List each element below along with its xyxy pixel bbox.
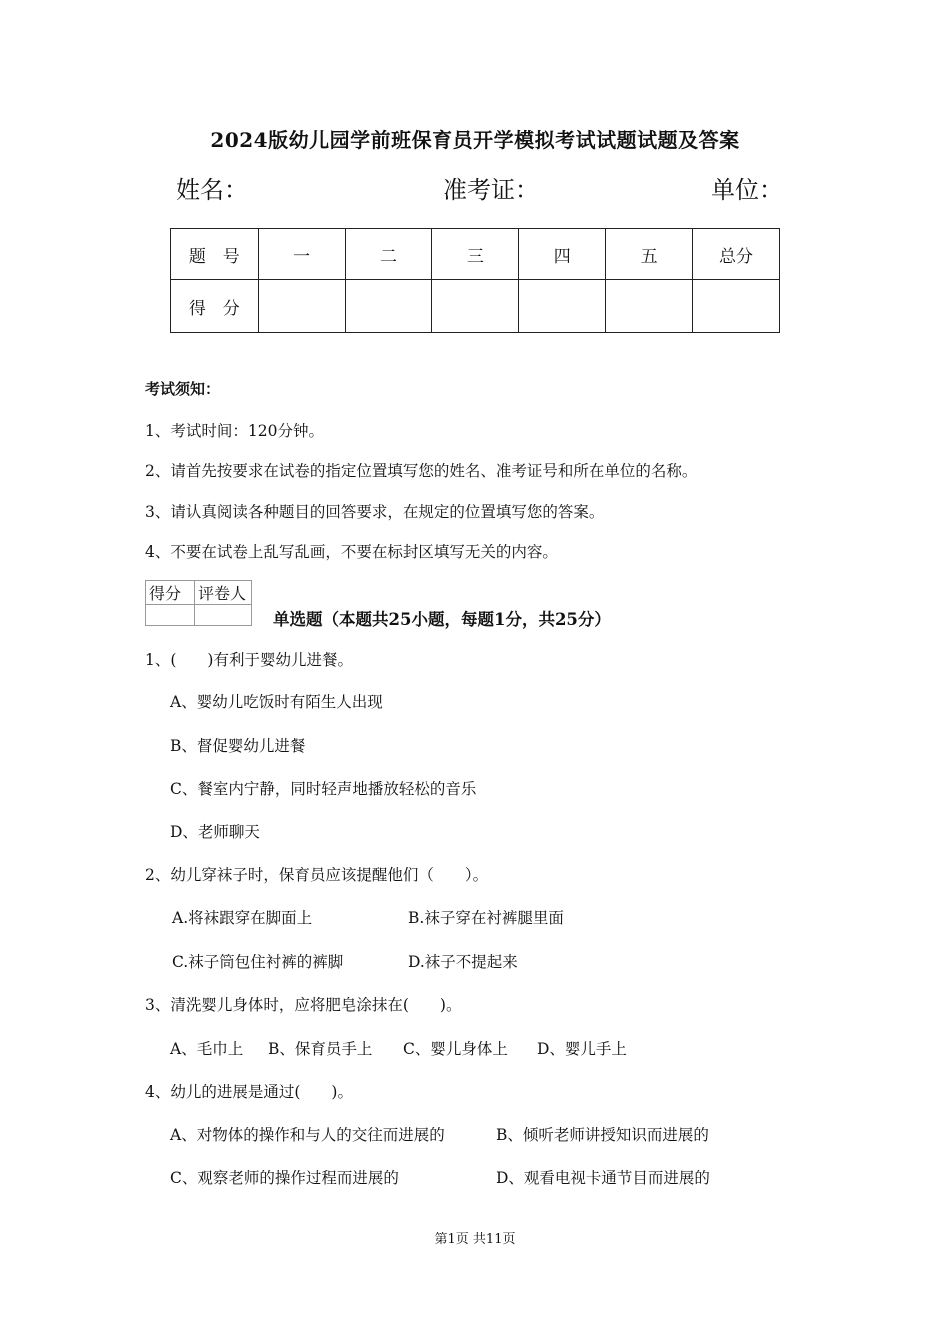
question-option: A、毛巾上 <box>170 1040 244 1058</box>
score-input-cell[interactable] <box>345 280 432 333</box>
question-option: C、观察老师的操作过程而进展的 <box>170 1169 399 1187</box>
exam-id-field-label: 准考证： <box>443 176 539 204</box>
name-field-label: 姓名： <box>176 176 248 204</box>
score-header-cell: 二 <box>345 229 432 280</box>
document-title: 2024版幼儿园学前班保育员开学模拟考试试题试题及答案 <box>210 128 740 152</box>
question-option: A、对物体的操作和与人的交往而进展的 <box>170 1126 445 1144</box>
score-header-cell: 三 <box>432 229 519 280</box>
score-input-cell[interactable] <box>606 280 693 333</box>
question-option: B、保育员手上 <box>268 1040 373 1058</box>
question-option: B、督促婴幼儿进餐 <box>170 737 306 755</box>
score-header-cell: 题 号 <box>171 229 259 280</box>
question-option: A.将袜跟穿在脚面上 <box>172 909 313 927</box>
score-table-score-row <box>171 280 780 333</box>
question-option: C、婴儿身体上 <box>403 1040 508 1058</box>
score-header-cell: 五 <box>606 229 693 280</box>
question-option: A、婴幼儿吃饭时有陌生人出现 <box>170 693 383 711</box>
question-option: D、婴儿手上 <box>537 1040 627 1058</box>
question-option: B.袜子穿在衬裤腿里面 <box>408 909 564 927</box>
unit-field-label: 单位： <box>711 176 783 204</box>
score-table-header-row <box>171 229 780 280</box>
grader-name-label: 评卷人 <box>195 581 252 605</box>
grader-name-cell[interactable] <box>195 605 252 626</box>
grader-score-cell[interactable] <box>146 605 195 626</box>
grader-box <box>145 580 252 626</box>
notice-item: 2、请首先按要求在试卷的指定位置填写您的姓名、准考证号和所在单位的名称。 <box>145 462 698 480</box>
question-option: B、倾听老师讲授知识而进展的 <box>496 1126 709 1144</box>
score-input-cell[interactable] <box>519 280 606 333</box>
score-input-cell[interactable] <box>693 280 780 333</box>
notice-item: 1、考试时间：120分钟。 <box>145 422 324 440</box>
question-stem: 1、( )有利于婴幼儿进餐。 <box>145 651 353 669</box>
section-title: 单选题（本题共25小题，每题1分，共25分） <box>273 610 611 629</box>
score-input-cell[interactable] <box>258 280 345 333</box>
question-option: C、餐室内宁静，同时轻声地播放轻松的音乐 <box>170 780 477 798</box>
page-footer: 第1页 共11页 <box>434 1232 516 1247</box>
question-option: D.袜子不提起来 <box>408 953 518 971</box>
score-input-cell[interactable] <box>432 280 519 333</box>
question-stem: 2、幼儿穿袜子时，保育员应该提醒他们（ ）。 <box>145 866 489 884</box>
score-table <box>170 228 780 333</box>
score-header-cell: 一 <box>258 229 345 280</box>
question-option: D、观看电视卡通节目而进展的 <box>496 1169 710 1187</box>
notice-heading: 考试须知： <box>145 380 221 398</box>
notice-item: 3、请认真阅读各种题目的回答要求，在规定的位置填写您的答案。 <box>145 503 605 521</box>
score-row-label: 得 分 <box>171 280 259 333</box>
question-option: D、老师聊天 <box>170 823 260 841</box>
notice-item: 4、不要在试卷上乱写乱画，不要在标封区填写无关的内容。 <box>145 543 558 561</box>
score-header-cell: 四 <box>519 229 606 280</box>
grader-score-label: 得分 <box>146 581 195 605</box>
question-option: C.袜子筒包住衬裤的裤脚 <box>172 953 344 971</box>
question-stem: 3、清洗婴儿身体时，应将肥皂涂抹在( )。 <box>145 996 462 1014</box>
score-header-cell: 总分 <box>693 229 780 280</box>
question-stem: 4、幼儿的进展是通过( )。 <box>145 1083 353 1101</box>
